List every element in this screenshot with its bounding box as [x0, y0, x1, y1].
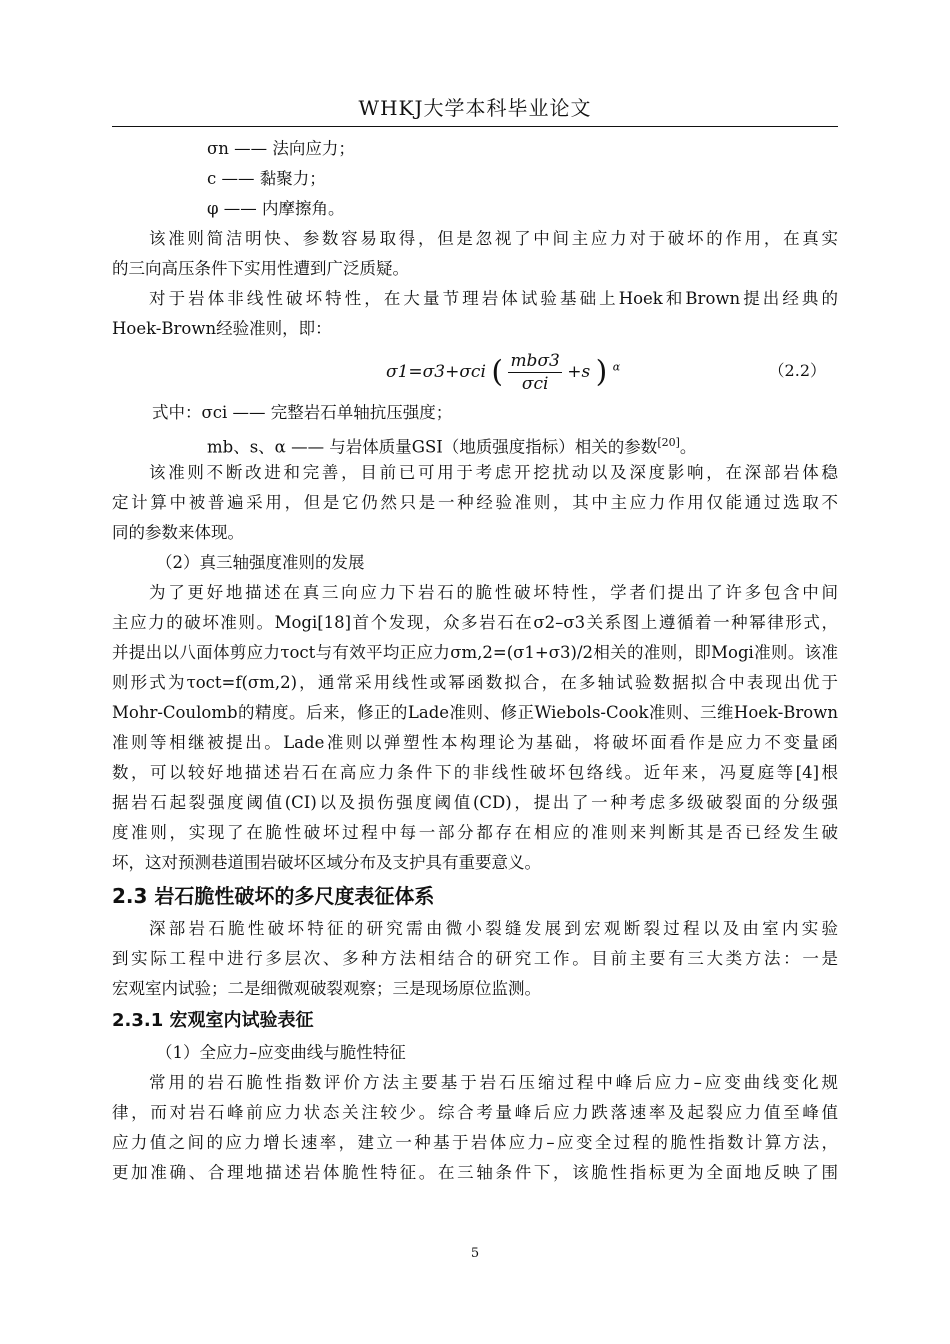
header-rule [112, 126, 838, 127]
paragraph-line: 深部岩石脆性破坏特征的研究需由微小裂缝发展到宏观断裂过程以及由室内实验 [149, 919, 838, 938]
paragraph-line: 应力值之间的应力增长速率，建立一种基于岩体应力–应变全过程的脆性指数计算方法， [112, 1133, 838, 1152]
paragraph-line: 则形式为τoct=f(σm,2)，通常采用线性或幂函数拟合，在多轴试验数据拟合中表现出优于 [112, 673, 838, 692]
paragraph-line: 数，可以较好地描述岩石在高应力条件下的非线性破坏包络线。近年来，冯夏庭等[4]根 [112, 763, 838, 782]
paragraph-line: 常用的岩石脆性指数评价方法主要基于岩石压缩过程中峰后应力–应变曲线变化规 [149, 1073, 838, 1092]
paragraph-line: 为了更好地描述在真三向应力下岩石的脆性破坏特性，学者们提出了许多包含中间 [149, 583, 838, 602]
paragraph-line: 该准则不断改进和完善，目前已可用于考虑开挖扰动以及深度影响，在深部岩体稳 [149, 463, 838, 482]
paragraph-line: 该准则简洁明快、参数容易取得，但是忽视了中间主应力对于破坏的作用，在真实 [149, 229, 838, 248]
paragraph-line: Mohr-Coulomb的精度。后来，修正的Lade准则、修正Wiebols-Cook准则、三维Hoek-Brown [112, 703, 838, 722]
equation-fraction [508, 350, 561, 395]
page-header: WHKJ大学本科毕业论文 [358, 96, 592, 120]
equation-expression [386, 350, 620, 395]
fraction-denominator: σci [521, 374, 549, 394]
paragraph-line: 主应力的破坏准则。Mogi[18]首个发现，众多岩石在σ2–σ3关系图上遵循着一种幂律形式， [112, 613, 838, 632]
where-line-2 [112, 428, 838, 458]
equation-lhs: σ1=σ3+σci [386, 362, 486, 382]
equation-tail: +s [567, 362, 591, 382]
where-line-2-text: mb、s、α —— 与岩体质量GSI（地质强度指标）相关的参数 [207, 437, 658, 457]
paragraph-line: 据岩石起裂强度阈值(CI)以及损伤强度阈值(CD)，提出了一种考虑多级破裂面的分级强 [112, 793, 838, 812]
citation-ref: [20] [657, 436, 680, 449]
paragraph-line: 同的参数来体现。 [112, 523, 244, 542]
page-body [112, 134, 838, 1188]
subsection-2-title: （2）真三轴强度准则的发展 [156, 553, 365, 572]
fraction-numerator: mbσ3 [510, 351, 560, 371]
paragraph-line: 准则等相继被提出。Lade准则以弹塑性本构理论为基础，将破坏面看作是应力不变量函 [112, 733, 838, 752]
def-sigma-n: σn —— 法向应力； [207, 139, 355, 158]
left-paren: ( [491, 354, 504, 390]
def-c: c —— 黏聚力； [207, 169, 326, 188]
paragraph-line: 定计算中被普遍采用，但是它仍然只是一种经验准则，其中主应力作用仅能通过选取不 [112, 493, 838, 512]
paragraph-line: 律，而对岩石峰前应力状态关注较少。综合考量峰后应力跌落速率及起裂应力值至峰值 [112, 1103, 838, 1122]
where-line-2-end: 。 [679, 437, 697, 457]
right-paren: ) [595, 354, 608, 390]
paragraph-line: 宏观室内试验；二是细微观破裂观察；三是现场原位监测。 [112, 979, 541, 998]
paragraph-line: 对于岩体非线性破坏特性，在大量节理岩体试验基础上Hoek和Brown提出经典的 [149, 289, 838, 308]
paragraph-line: 的三向高压条件下实用性遭到广泛质疑。 [112, 259, 409, 278]
paragraph-line: 到实际工程中进行多层次、多种方法相结合的研究工作。目前主要有三大类方法：一是 [112, 949, 838, 968]
equation-number: （2.2） [768, 361, 826, 380]
section-heading-2-3-1: 2.3.1 宏观室内试验表征 [112, 1010, 314, 1031]
paragraph-line: Hoek-Brown经验准则，即： [112, 319, 332, 338]
paragraph-line: 度准则，实现了在脆性破坏过程中每一部分都存在相应的准则来判断其是否已经发生破 [112, 823, 838, 842]
where-line-1: 式中：σci —— 完整岩石单轴抗压强度； [152, 403, 453, 422]
paragraph-line: 坏，这对预测巷道围岩破坏区域分布及支护具有重要意义。 [112, 853, 541, 872]
subsection-1-title: （1）全应力–应变曲线与脆性特征 [156, 1043, 406, 1062]
paragraph-line: 更加准确、合理地描述岩体脆性特征。在三轴条件下，该脆性指标更为全面地反映了围 [112, 1163, 838, 1182]
paragraph-line: 并提出以八面体剪应力τoct与有效平均正应力σm,2=(σ1+σ3)/2相关的准则，即Mogi准则。该准 [112, 643, 838, 662]
equation-2-2 [112, 344, 838, 398]
def-phi: φ —— 内摩擦角。 [207, 199, 345, 218]
equation-exponent: α [612, 360, 621, 374]
page-number: 5 [470, 1246, 480, 1261]
section-heading-2-3: 2.3 岩石脆性破坏的多尺度表征体系 [112, 884, 435, 908]
